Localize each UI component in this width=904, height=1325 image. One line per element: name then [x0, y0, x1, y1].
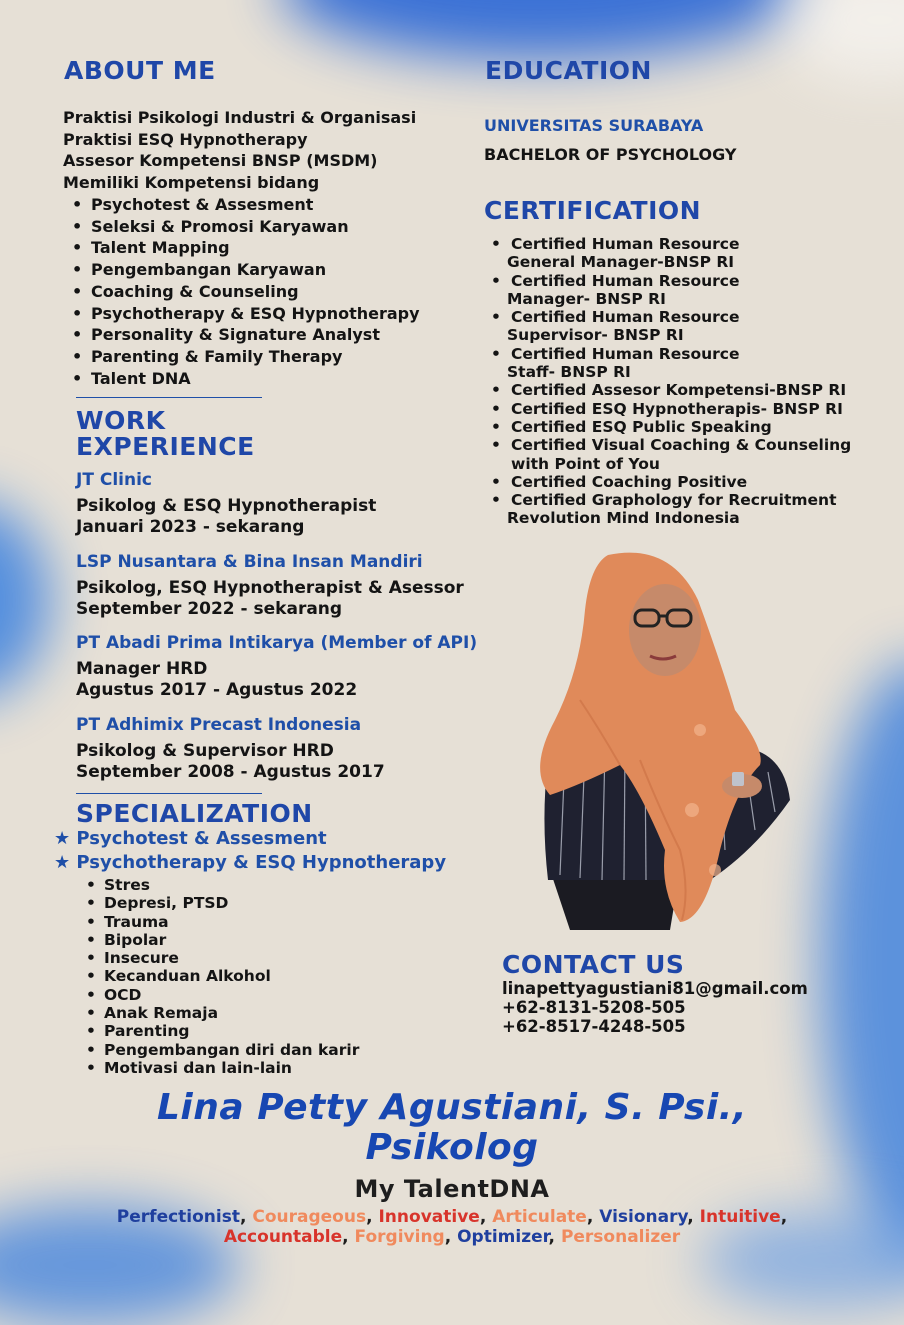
- list-item: • Certified Coaching Positive: [491, 472, 748, 491]
- education-degree: BACHELOR OF PSYCHOLOGY: [484, 145, 737, 164]
- list-item: • Certified Human Resource General Manager-BNSP RI: [491, 235, 740, 272]
- specialization-bullet-list: [86, 876, 486, 1077]
- list-item: • Psychotherapy & ESQ Hypnotherapy: [72, 303, 420, 323]
- trait: Intuitive: [699, 1207, 781, 1227]
- work-title: WORK EXPERIENCE: [76, 406, 255, 461]
- list-item: • OCD: [86, 985, 142, 1004]
- decor-blob: [280, 0, 800, 60]
- trait: Perfectionist: [116, 1207, 240, 1227]
- list-item: • Coaching & Counseling: [72, 281, 299, 301]
- about-bullet-list: [72, 194, 472, 389]
- list-item: • Certified ESQ Hypnotherapis- BNSP RI: [491, 399, 843, 418]
- star-item: ★ Psychotest & Assesment: [54, 828, 327, 849]
- star-icon: ★: [54, 828, 71, 849]
- job-period: Januari 2023 - sekarang: [76, 516, 305, 537]
- contact-details: [502, 979, 808, 1036]
- list-item: • Depresi, PTSD: [86, 894, 229, 913]
- job-company: PT Adhimix Precast Indonesia: [76, 715, 362, 735]
- talentdna-section: [0, 1175, 904, 1247]
- job-entry: [76, 469, 516, 537]
- education-school: UNIVERSITAS SURABAYA: [484, 116, 704, 135]
- list-item: • Talent DNA: [72, 368, 191, 388]
- job-company: PT Abadi Prima Intikarya (Member of API): [76, 633, 478, 653]
- divider: [76, 397, 262, 398]
- decor-blob: [820, 660, 904, 1260]
- list-item: • Trauma: [86, 912, 169, 931]
- about-lines: [63, 107, 463, 194]
- list-item: • Certified Human Resource Manager- BNSP RI: [491, 271, 740, 308]
- list-item: • Talent Mapping: [72, 238, 230, 258]
- about-line: Praktisi Psikologi Industri & Organisasi: [63, 108, 417, 127]
- list-item: • Bipolar: [86, 930, 167, 949]
- list-item: • Anak Remaja: [86, 1004, 219, 1023]
- list-item: • Insecure: [86, 949, 179, 968]
- talentdna-title: My TalentDNA: [354, 1175, 550, 1203]
- list-item: • Pengembangan Karyawan: [72, 260, 327, 280]
- list-item: • Motivasi dan lain-lain: [86, 1058, 292, 1077]
- trait: Accountable: [223, 1227, 343, 1247]
- about-line: Memiliki Kompetensi bidang: [63, 173, 320, 193]
- about-line: Praktisi ESQ Hypnotherapy: [63, 129, 308, 149]
- list-item: • Certified Human Resource Supervisor- BNSP RI: [491, 308, 740, 345]
- job-entry: [76, 551, 516, 619]
- trait: Courageous: [252, 1207, 367, 1227]
- decor-blob: [780, 0, 904, 80]
- job-entry: [76, 714, 516, 782]
- list-item: • Parenting: [86, 1022, 190, 1041]
- job-role: Psikolog & Supervisor HRD: [76, 741, 334, 761]
- profile-photo: [520, 550, 800, 930]
- contact-phone[interactable]: +62-8517-4248-505: [502, 1017, 686, 1036]
- decor-blob: [0, 500, 50, 700]
- list-item: • Pengembangan diri dan karir: [86, 1040, 360, 1059]
- list-item: • Seleksi & Promosi Karyawan: [72, 216, 349, 236]
- job-period: September 2022 - sekarang: [76, 598, 343, 619]
- contact-title: CONTACT US: [502, 950, 685, 979]
- trait: Personalizer: [560, 1227, 681, 1247]
- certification-title: CERTIFICATION: [484, 196, 702, 225]
- job-company: LSP Nusantara & Bina Insan Mandiri: [76, 552, 423, 572]
- job-role: Psikolog, ESQ Hypnotherapist & Asessor: [76, 578, 464, 598]
- list-item: • Certified ESQ Public Speaking: [491, 417, 772, 436]
- person-name: Lina Petty Agustiani, S. Psi., Psikolog: [156, 1087, 748, 1168]
- star-list: [54, 827, 494, 875]
- list-item: • Certified Graphology for Recruitment Revolution Mind Indonesia: [491, 491, 837, 528]
- trait: Forgiving: [354, 1227, 445, 1247]
- contact-email[interactable]: linapettyagustiani81@gmail.com: [502, 979, 808, 998]
- job-period: Agustus 2017 - Agustus 2022: [76, 679, 358, 700]
- job-company: JT Clinic: [76, 470, 152, 490]
- list-item: • Stres: [86, 876, 150, 894]
- job-role: Manager HRD: [76, 659, 208, 679]
- list-item: • Kecanduan Alkohol: [86, 967, 271, 986]
- job-role: Psikolog & ESQ Hypnotherapist: [76, 496, 377, 516]
- divider: [76, 793, 262, 794]
- list-item: • Certified Visual Coaching & Counseling with Point of You: [491, 436, 852, 473]
- specialization-title: SPECIALIZATION: [76, 799, 313, 828]
- trait: Optimizer: [457, 1227, 549, 1247]
- talentdna-traits: Perfectionist, Courageous, Innovative, Articulate, Visionary, Intuitive, Accountable, Forgiving, Optimizer, Personalizer: [116, 1207, 788, 1247]
- list-item: • Personality & Signature Analyst: [72, 325, 380, 345]
- star-item: ★ Psychotherapy & ESQ Hypnotherapy: [54, 852, 447, 873]
- trait: Innovative: [378, 1207, 480, 1227]
- list-item: • Psychotest & Assesment: [72, 195, 314, 214]
- education-title: EDUCATION: [485, 56, 652, 85]
- certification-list: [491, 235, 886, 528]
- about-title: ABOUT ME: [64, 56, 216, 85]
- list-item: • Certified Human Resource Staff- BNSP RI: [491, 344, 740, 382]
- job-entry: [76, 632, 516, 700]
- job-period: September 2008 - Agustus 2017: [76, 761, 385, 782]
- contact-phone[interactable]: +62-8131-5208-505: [502, 998, 686, 1017]
- trait: Visionary: [599, 1207, 688, 1227]
- list-item: • Parenting & Family Therapy: [72, 346, 343, 366]
- trait: Articulate: [492, 1207, 587, 1227]
- list-item: • Certified Assesor Kompetensi-BNSP RI: [491, 381, 847, 400]
- star-icon: ★: [54, 852, 71, 873]
- about-line: Assesor Kompetensi BNSP (MSDM): [63, 151, 378, 171]
